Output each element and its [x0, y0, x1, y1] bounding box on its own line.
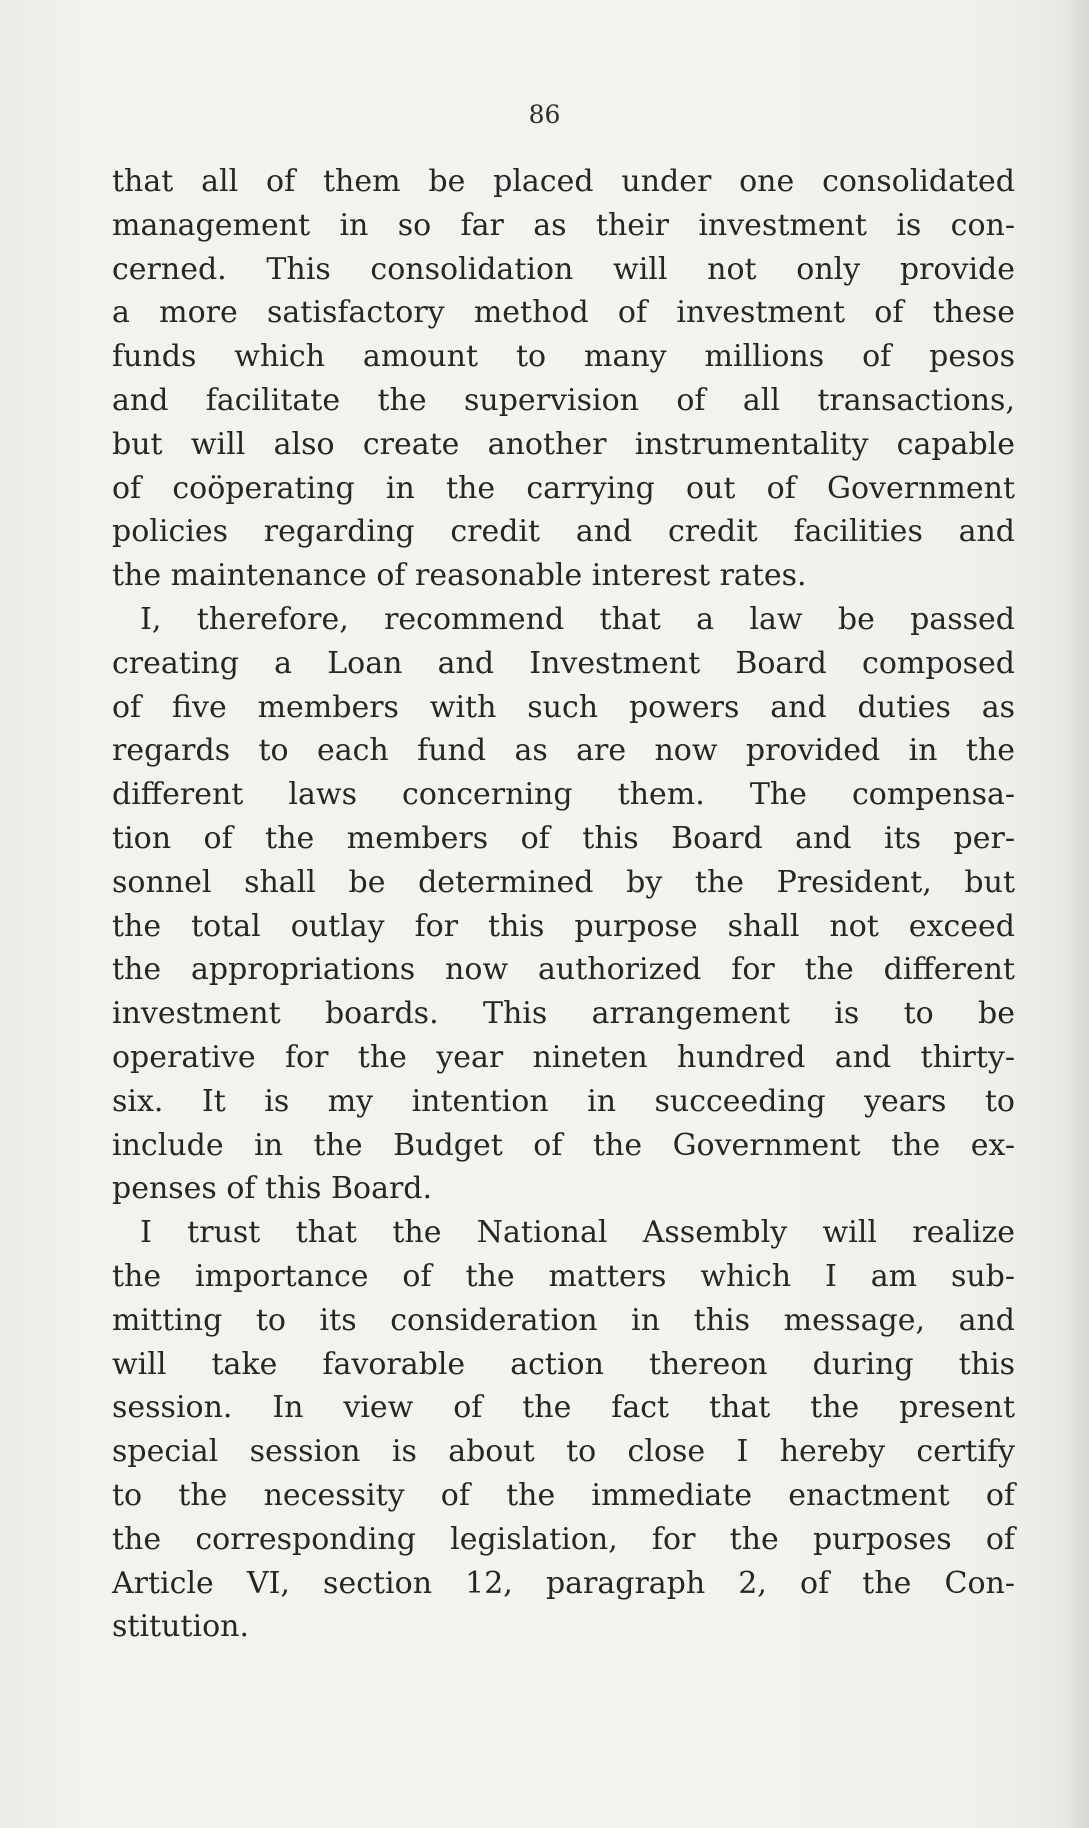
text-line: management in so far as their investment is con- — [112, 207, 1015, 243]
page-number: 86 — [528, 100, 561, 129]
text-line: special session is about to close I hereby certify — [112, 1434, 1015, 1470]
text-line: investment boards. This arrangement is to be — [112, 996, 1015, 1032]
text-line: the total outlay for this purpose shall not exceed — [112, 908, 1015, 944]
text-line: to the necessity of the immediate enactment of — [112, 1477, 1015, 1513]
body-text — [112, 160, 1015, 1649]
page-edge-shadow — [1063, 0, 1089, 1828]
text-line: a more satisfactory method of investment of these — [112, 295, 1015, 331]
text-line: will take favorable action thereon during this — [112, 1346, 1015, 1382]
text-line: I trust that the National Assembly will realize — [140, 1215, 1015, 1251]
text-line: the importance of the matters which I am sub- — [112, 1258, 1015, 1294]
text-line: policies regarding credit and credit facilities and — [112, 514, 1015, 550]
text-line: different laws concerning them. The compensa- — [112, 777, 1015, 813]
text-line: the appropriations now authorized for the different — [112, 952, 1015, 988]
text-line: cerned. This consolidation will not only provide — [112, 251, 1015, 287]
text-line: stitution. — [112, 1609, 249, 1645]
text-line: regards to each fund as are now provided in the — [112, 733, 1015, 769]
text-line: Article VI, section 12, paragraph 2, of the Con- — [112, 1565, 1015, 1601]
text-line: of five members with such powers and duties as — [112, 689, 1015, 725]
text-line: mitting to its consideration in this message, and — [112, 1302, 1015, 1338]
text-line: six. It is my intention in succeeding years to — [112, 1083, 1015, 1119]
text-line: penses of this Board. — [112, 1171, 433, 1207]
text-line: that all of them be placed under one consolidated — [112, 164, 1015, 199]
text-line: of coöperating in the carrying out of Government — [112, 470, 1015, 506]
text-line: sonnel shall be determined by the President, but — [112, 864, 1015, 900]
text-line: the corresponding legislation, for the purposes of — [112, 1521, 1015, 1557]
text-line: but will also create another instrumentality capable — [112, 426, 1015, 462]
text-line: tion of the members of this Board and its per- — [112, 820, 1015, 856]
text-line: and facilitate the supervision of all transactions, — [112, 382, 1015, 418]
text-line: the maintenance of reasonable interest rates. — [112, 558, 807, 594]
text-line: creating a Loan and Investment Board composed — [112, 645, 1015, 681]
text-line: include in the Budget of the Government the ex- — [112, 1127, 1015, 1163]
text-line: session. In view of the fact that the present — [112, 1390, 1015, 1426]
text-line: funds which amount to many millions of pesos — [112, 339, 1015, 375]
text-line: operative for the year nineten hundred and thirty- — [112, 1039, 1015, 1075]
text-line: I, therefore, recommend that a law be passed — [140, 601, 1015, 637]
